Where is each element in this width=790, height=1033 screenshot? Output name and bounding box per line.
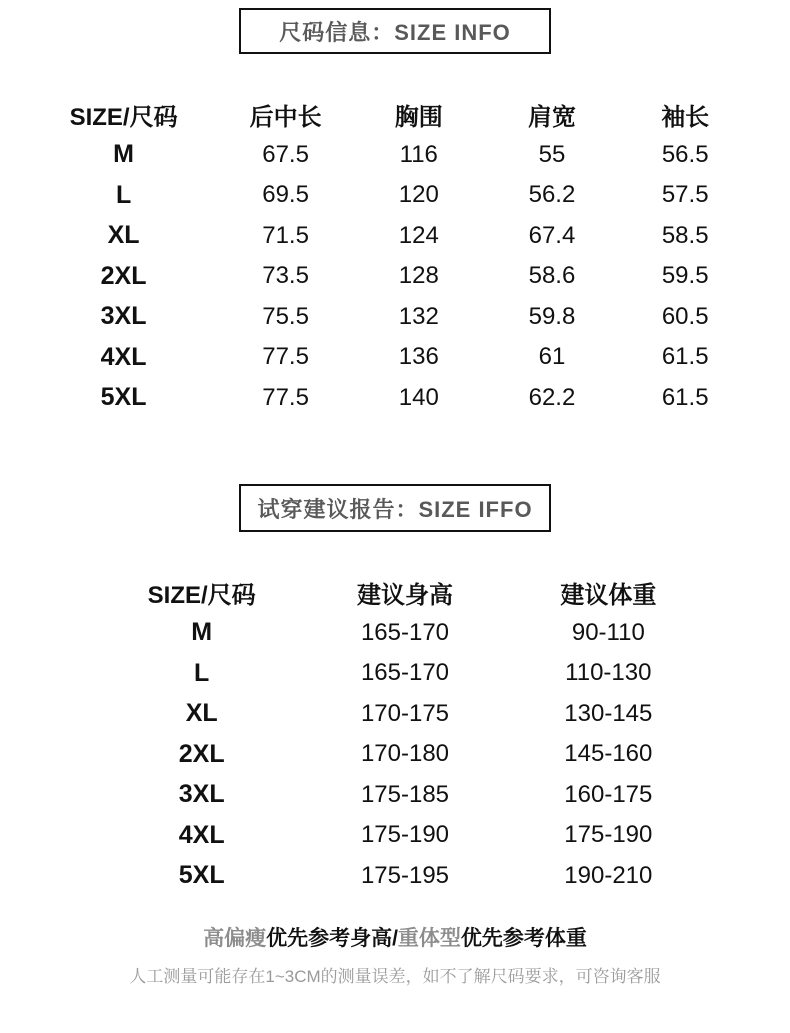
measure-cell: 71.5 [262, 221, 309, 249]
size-cell: 2XL [100, 261, 147, 290]
col-header-bust: 胸围 [394, 103, 443, 131]
note-part-height: 优先参考身高/ [266, 927, 398, 950]
measure-cell: 56.2 [528, 181, 576, 209]
note-part-heavy: 重体型 [397, 927, 461, 950]
table-row [100, 694, 710, 735]
col-header-sleeve: 袖长 [661, 103, 710, 131]
height-cell: 175-195 [360, 861, 450, 889]
size-table-header-row [30, 94, 750, 135]
fit-advice-header-box [239, 484, 551, 532]
table-row [30, 216, 750, 257]
measure-cell: 55 [538, 140, 566, 168]
measure-cell: 61.5 [661, 383, 709, 411]
table-row [30, 297, 750, 338]
measure-cell: 77.5 [262, 383, 309, 411]
fit-advice-title: 试穿建议报告：SIZE IFFO [257, 496, 533, 522]
measure-cell: 60.5 [661, 302, 709, 330]
measure-cell: 57.5 [661, 181, 709, 209]
measure-cell: 58.5 [661, 221, 709, 249]
size-cell: 5XL [100, 383, 147, 412]
table-row [100, 856, 710, 897]
measure-cell: 62.2 [528, 383, 576, 411]
measure-cell: 58.6 [528, 262, 576, 290]
size-cell: XL [185, 699, 218, 728]
col-header-height: 建议身高 [356, 581, 453, 609]
col-header-weight: 建议体重 [560, 581, 657, 609]
size-cell: 2XL [178, 739, 225, 768]
size-cell: XL [107, 221, 140, 250]
measurement-disclaimer: 人工测量可能存在1~3CM的测量误差，如不了解尺码要求，可咨询客服 [129, 967, 661, 986]
size-info-header-box [239, 8, 551, 54]
measure-cell: 77.5 [262, 343, 309, 371]
table-row [100, 734, 710, 775]
measure-cell: 67.5 [262, 140, 309, 168]
table-row [30, 175, 750, 216]
size-cell: 4XL [100, 342, 147, 371]
size-cell: M [191, 618, 213, 647]
fit-advice-table [100, 572, 710, 896]
measure-cell: 75.5 [262, 302, 309, 330]
weight-cell: 145-160 [564, 740, 653, 768]
note-part-thin: 高偏瘦 [203, 927, 267, 950]
table-row [100, 775, 710, 816]
measure-cell: 116 [399, 140, 438, 168]
weight-cell: 130-145 [564, 699, 653, 727]
measure-cell: 61.5 [661, 343, 709, 371]
fit-table-header-row [100, 572, 710, 613]
measure-cell: 124 [398, 221, 439, 249]
col-header-back-length: 后中长 [249, 103, 322, 131]
height-cell: 165-170 [360, 659, 450, 687]
height-cell: 175-185 [360, 780, 450, 808]
measure-cell: 61 [538, 343, 566, 371]
measure-cell: 59.8 [528, 302, 576, 330]
size-cell: 3XL [100, 302, 147, 331]
weight-cell: 190-210 [564, 861, 653, 889]
size-cell: M [113, 140, 134, 169]
measure-cell: 69.5 [262, 181, 309, 209]
size-cell: 4XL [178, 820, 225, 849]
table-row [100, 653, 710, 694]
table-row [100, 613, 710, 654]
measure-cell: 59.5 [661, 262, 709, 290]
height-cell: 175-190 [360, 821, 450, 849]
col-header-size: SIZE/尺码 [69, 103, 178, 131]
table-row [100, 815, 710, 856]
size-cell: L [115, 180, 132, 209]
note-part-weight: 优先参考体重 [460, 927, 587, 950]
measure-cell: 56.5 [661, 140, 709, 168]
measure-cell: 120 [398, 181, 439, 209]
measure-cell: 140 [398, 383, 439, 411]
fit-priority-note [0, 922, 790, 952]
table-row [30, 378, 750, 419]
table-row [30, 135, 750, 176]
size-info-title: 尺码信息：SIZE INFO [279, 19, 511, 45]
weight-cell: 175-190 [564, 821, 653, 849]
weight-cell: 90-110 [571, 618, 645, 646]
measure-cell: 132 [398, 302, 439, 330]
col-header-size: SIZE/尺码 [147, 581, 256, 609]
col-header-shoulder: 肩宽 [527, 103, 576, 131]
measure-cell: 73.5 [262, 262, 309, 290]
size-measurements-table [30, 94, 750, 418]
size-cell: 3XL [178, 780, 225, 809]
height-cell: 170-175 [360, 699, 450, 727]
height-cell: 170-180 [360, 740, 450, 768]
size-cell: L [194, 658, 210, 687]
table-row [30, 337, 750, 378]
table-row [30, 256, 750, 297]
weight-cell: 110-130 [565, 659, 652, 687]
weight-cell: 160-175 [564, 780, 653, 808]
measure-cell: 67.4 [528, 221, 576, 249]
measure-cell: 128 [398, 262, 439, 290]
size-cell: 5XL [178, 861, 225, 890]
measure-cell: 136 [398, 343, 439, 371]
height-cell: 165-170 [360, 618, 450, 646]
